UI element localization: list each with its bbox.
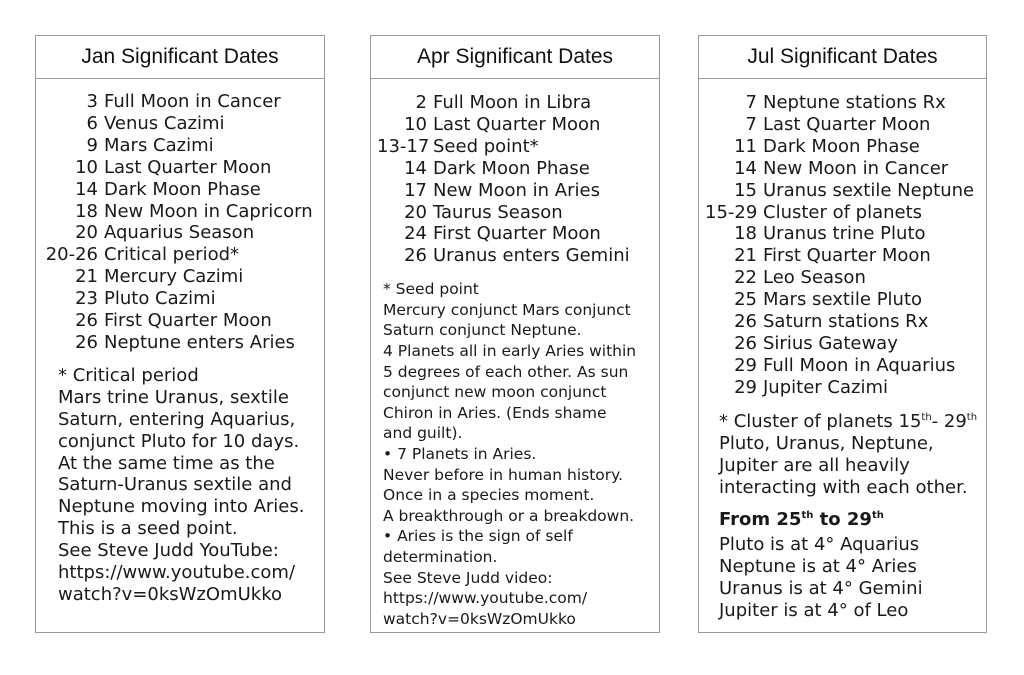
date-day: 21 bbox=[75, 266, 98, 288]
date-day: 26 bbox=[75, 331, 98, 353]
date-row bbox=[42, 113, 324, 135]
date-event: Dark Moon Phase bbox=[763, 135, 920, 157]
date-event: Seed point* bbox=[433, 135, 539, 157]
date-event: New Moon in Capricorn bbox=[104, 200, 313, 222]
date-event: Aquarius Season bbox=[104, 222, 255, 244]
date-row bbox=[377, 92, 659, 114]
jul-title: Jul Significant Dates bbox=[699, 36, 986, 79]
date-event: Last Quarter Moon bbox=[104, 156, 272, 178]
apr-card bbox=[370, 35, 660, 633]
jul-cluster-note bbox=[719, 411, 986, 499]
date-row bbox=[377, 158, 659, 180]
jul-from-sup2: th bbox=[871, 509, 884, 521]
date-day: 29 bbox=[734, 354, 757, 376]
date-day: 14 bbox=[404, 157, 427, 179]
jul-cluster-prefix: * Cluster of planets 15 bbox=[719, 410, 922, 432]
jul-cluster-sup1: th bbox=[921, 411, 932, 423]
date-event: New Moon in Aries bbox=[433, 179, 600, 201]
date-day: 9 bbox=[86, 134, 98, 156]
date-day: 17 bbox=[404, 179, 427, 201]
date-day: 7 bbox=[745, 113, 757, 135]
date-event: Neptune stations Rx bbox=[763, 92, 946, 113]
date-event: Mars Cazimi bbox=[104, 134, 214, 156]
date-row bbox=[705, 92, 986, 114]
date-row bbox=[705, 180, 986, 202]
date-day: 15 bbox=[734, 179, 757, 201]
date-day: 26 bbox=[734, 332, 757, 354]
date-event: Venus Cazimi bbox=[104, 112, 225, 134]
date-day: 26 bbox=[75, 310, 98, 332]
date-row bbox=[705, 245, 986, 267]
date-row bbox=[42, 332, 324, 354]
date-row bbox=[705, 223, 986, 245]
date-day: 25 bbox=[734, 289, 757, 311]
date-row bbox=[705, 289, 986, 311]
date-row bbox=[42, 201, 324, 223]
date-row bbox=[705, 202, 986, 224]
date-row bbox=[42, 179, 324, 201]
apr-title: Apr Significant Dates bbox=[371, 36, 659, 79]
date-day: 11 bbox=[734, 135, 757, 157]
date-row bbox=[42, 244, 324, 266]
jan-date-list bbox=[36, 79, 324, 606]
date-row bbox=[377, 180, 659, 202]
date-row bbox=[42, 157, 324, 179]
date-event: Saturn stations Rx bbox=[763, 311, 929, 333]
date-event: Jupiter Cazimi bbox=[763, 376, 888, 398]
jul-cluster-text: Pluto, Uranus, Neptune, Jupiter are all heavily interacting with each other. bbox=[719, 432, 968, 498]
date-event: Taurus Season bbox=[433, 201, 563, 223]
jul-date-list bbox=[699, 79, 986, 622]
date-event: Uranus trine Pluto bbox=[763, 223, 926, 245]
date-event: Full Moon in Libra bbox=[433, 92, 592, 113]
date-row bbox=[377, 136, 659, 158]
date-day: 29 bbox=[734, 376, 757, 398]
jul-cluster-sup2: th bbox=[966, 411, 978, 423]
date-row bbox=[42, 266, 324, 288]
date-event: Last Quarter Moon bbox=[433, 113, 601, 135]
date-day: 22 bbox=[734, 267, 757, 289]
date-event: Last Quarter Moon bbox=[763, 113, 931, 135]
date-row bbox=[705, 311, 986, 333]
date-day: 24 bbox=[404, 223, 427, 245]
date-event: First Quarter Moon bbox=[433, 223, 601, 245]
date-event: Uranus sextile Neptune bbox=[763, 179, 975, 201]
date-row bbox=[705, 136, 986, 158]
date-event: Cluster of planets bbox=[763, 201, 923, 223]
date-row bbox=[705, 114, 986, 136]
date-row bbox=[42, 222, 324, 244]
date-day: 18 bbox=[75, 200, 98, 222]
jul-from-sup1: th bbox=[801, 509, 814, 521]
apr-date-list bbox=[371, 79, 659, 629]
date-event: New Moon in Cancer bbox=[763, 157, 949, 179]
jul-from-middle: to 29 bbox=[813, 508, 872, 530]
jan-critical-period-note: * Critical period Mars trine Uranus, sextile Saturn, entering Aquarius, conjunct Pluto for 10 days. At the same time as the Saturn-Uranus sextile and Neptune moving into Aries. This is a seed point. See Steve Judd YouTube: https://www.youtube.com/ watch?v=0ksWzOmUkko bbox=[58, 364, 305, 605]
date-day: 20-26 bbox=[45, 244, 98, 266]
date-day: 21 bbox=[734, 245, 757, 267]
date-event: Pluto Cazimi bbox=[104, 288, 216, 310]
date-event: Dark Moon Phase bbox=[433, 157, 590, 179]
jul-planet-positions: Pluto is at 4° Aquarius Neptune is at 4° Aries Uranus is at 4° Gemini Jupiter is at 4° of Leo bbox=[719, 533, 923, 621]
date-row bbox=[705, 377, 986, 399]
date-day: 14 bbox=[75, 178, 98, 200]
date-day: 14 bbox=[734, 157, 757, 179]
date-row bbox=[705, 333, 986, 355]
date-row bbox=[42, 91, 324, 113]
date-row bbox=[42, 135, 324, 157]
date-day: 15-29 bbox=[705, 201, 758, 223]
jul-from-heading bbox=[719, 509, 986, 531]
date-row bbox=[705, 267, 986, 289]
jan-card bbox=[35, 35, 325, 633]
date-row bbox=[377, 202, 659, 224]
date-row bbox=[42, 310, 324, 332]
date-event: Mercury Cazimi bbox=[104, 266, 244, 288]
date-day: 10 bbox=[75, 156, 98, 178]
date-day: 3 bbox=[86, 91, 98, 112]
date-row bbox=[377, 114, 659, 136]
date-day: 13-17 bbox=[377, 135, 430, 157]
date-event: Mars sextile Pluto bbox=[763, 289, 923, 311]
date-event: Dark Moon Phase bbox=[104, 178, 261, 200]
date-day: 2 bbox=[415, 92, 427, 113]
date-event: Full Moon in Cancer bbox=[104, 91, 281, 112]
jan-title: Jan Significant Dates bbox=[36, 36, 324, 79]
date-day: 20 bbox=[404, 201, 427, 223]
date-event: Leo Season bbox=[763, 267, 866, 289]
date-row bbox=[705, 355, 986, 377]
date-event: First Quarter Moon bbox=[104, 310, 272, 332]
apr-seed-point-note: * Seed point Mercury conjunct Mars conjunct Saturn conjunct Neptune. 4 Planets all in early Aries within 5 degrees of each other. As sun conjunct new moon conjunct Chiron in Aries. (Ends shame and guilt). • 7 Planets in Aries. Never before in human history. Once in a species moment. A breakthrough or a breakdown. • Aries is the sign of self determination. See Steve Judd video: https://www.youtube.com/ watch?v=0ksWzOmUkko bbox=[383, 280, 637, 628]
date-event: Uranus enters Gemini bbox=[433, 245, 630, 267]
date-day: 20 bbox=[75, 222, 98, 244]
date-row bbox=[377, 245, 659, 267]
date-day: 10 bbox=[404, 113, 427, 135]
date-event: Sirius Gateway bbox=[763, 332, 898, 354]
date-day: 7 bbox=[745, 92, 757, 113]
jul-from-prefix: From 25 bbox=[719, 508, 802, 530]
date-event: Critical period* bbox=[104, 244, 240, 266]
date-row bbox=[42, 288, 324, 310]
date-row bbox=[705, 158, 986, 180]
date-day: 26 bbox=[734, 311, 757, 333]
date-day: 18 bbox=[734, 223, 757, 245]
jul-cluster-middle: - 29 bbox=[931, 410, 967, 432]
date-day: 26 bbox=[404, 245, 427, 267]
date-day: 23 bbox=[75, 288, 98, 310]
date-day: 6 bbox=[86, 112, 98, 134]
date-event: Neptune enters Aries bbox=[104, 331, 295, 353]
jul-card bbox=[698, 35, 987, 633]
date-event: First Quarter Moon bbox=[763, 245, 931, 267]
date-event: Full Moon in Aquarius bbox=[763, 354, 956, 376]
date-row bbox=[377, 223, 659, 245]
